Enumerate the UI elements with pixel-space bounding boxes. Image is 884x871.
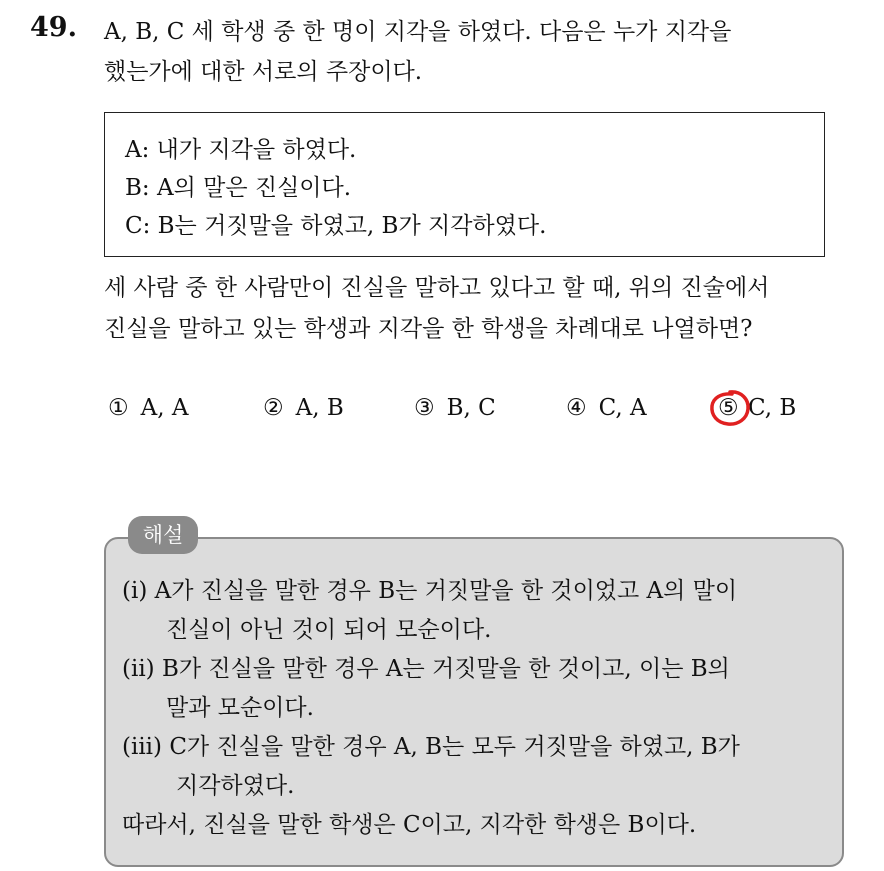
- answer-choices: [0, 395, 884, 435]
- choice-text: B, C: [446, 395, 496, 421]
- explanation-line: 진실이 아닌 것이 되어 모순이다.: [166, 617, 492, 643]
- choice-text: C, B: [747, 395, 797, 421]
- explanation-line: 말과 모순이다.: [166, 695, 314, 721]
- condition-line: 세 사람 중 한 사람만이 진실을 말하고 있다고 할 때, 위의 진술에서: [104, 275, 770, 301]
- explanation-line: (iii) C가 진실을 말한 경우 A, B는 모두 거짓말을 하였고, B가: [122, 734, 740, 760]
- choice-1[interactable]: [108, 395, 188, 421]
- choice-mark: ⑤: [718, 395, 746, 421]
- choice-mark: ③: [414, 395, 435, 421]
- explanation-line: 지각하였다.: [176, 773, 295, 799]
- question-text-line: 했는가에 대한 서로의 주장이다.: [104, 59, 423, 85]
- explanation-line: 따라서, 진실을 말한 학생은 C이고, 지각한 학생은 B이다.: [122, 812, 697, 838]
- question-condition: [104, 268, 864, 350]
- choice-text: C, A: [598, 395, 647, 421]
- choice-text: A, B: [295, 395, 344, 421]
- choice-mark: ②: [263, 395, 284, 421]
- statement-b: B: A의 말은 진실이다.: [125, 175, 352, 201]
- explanation-content: [122, 572, 837, 845]
- statement-box: [104, 112, 825, 257]
- statement-c: C: B는 거짓말을 하였고, B가 지각하였다.: [125, 213, 547, 239]
- choice-text: A, A: [140, 395, 189, 421]
- question-number: 49.: [30, 12, 77, 43]
- explanation-line: (i) A가 진실을 말한 경우 B는 거짓말을 한 것이었고 A의 말이: [122, 578, 738, 604]
- explanation-line: (ii) B가 진실을 말한 경우 A는 거짓말을 한 것이고, 이는 B의: [122, 656, 730, 682]
- answer-circle-icon: [708, 388, 752, 428]
- statement-a: A: 내가 지각을 하였다.: [125, 137, 357, 163]
- explanation-tab-label: 해설: [128, 516, 198, 554]
- choice-5[interactable]: [718, 395, 796, 421]
- question-text-line: A, B, C 세 학생 중 한 명이 지각을 하였다. 다음은 누가 지각을: [104, 19, 732, 45]
- choice-4[interactable]: [566, 395, 647, 421]
- condition-line: 진실을 말하고 있는 학생과 지각을 한 학생을 차례대로 나열하면?: [104, 316, 753, 342]
- question-text: [104, 12, 864, 92]
- choice-2[interactable]: [263, 395, 344, 421]
- choice-mark: ①: [108, 395, 129, 421]
- choice-3[interactable]: [414, 395, 496, 421]
- choice-mark: ④: [566, 395, 587, 421]
